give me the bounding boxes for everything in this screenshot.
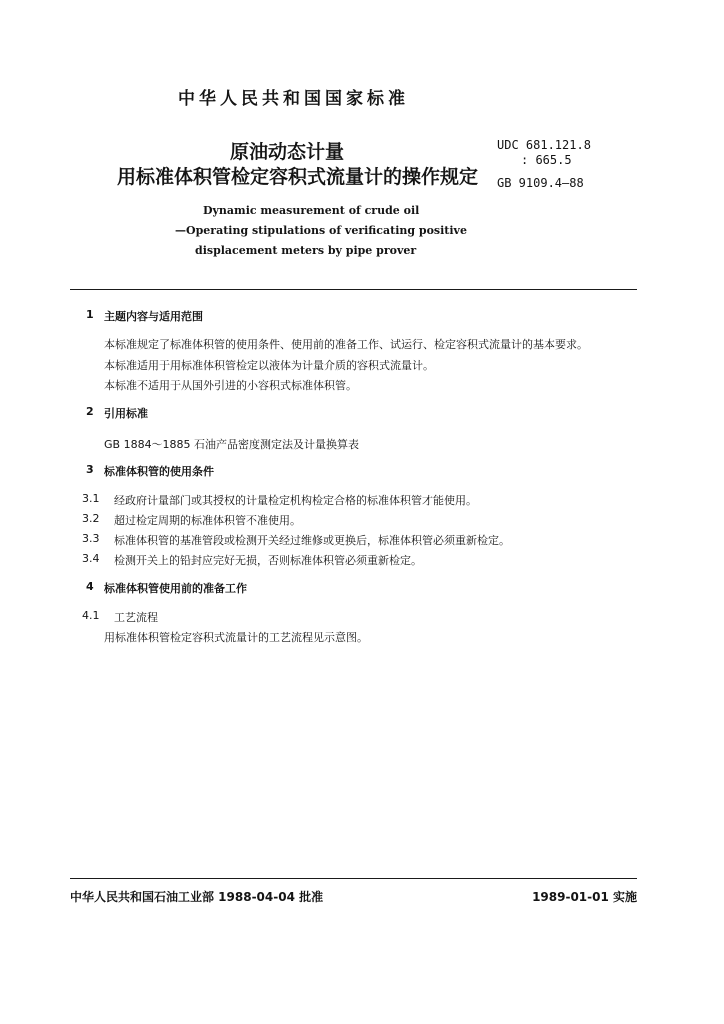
document-title-line1: 原油动态计量 bbox=[230, 141, 345, 163]
section-1-paragraph-1: 本标准规定了标准体积管的使用条件、使用前的准备工作、试运行、检定容积式流量计的基本要求。 bbox=[104, 338, 588, 351]
clause-3-2-number: 3.2 bbox=[82, 512, 100, 525]
english-title-line3: displacement meters by pipe prover bbox=[195, 244, 417, 257]
footer-divider bbox=[70, 878, 637, 879]
section-4-title: 标准体积管使用前的准备工作 bbox=[104, 582, 247, 595]
english-title-line2: —Operating stipulations of verificating positive bbox=[175, 224, 467, 237]
clause-4-1-title: 工艺流程 bbox=[114, 611, 158, 624]
clause-3-3-text: 标准体积管的基准管段或检测开关经过维修或更换后，标准体积管必须重新检定。 bbox=[114, 534, 510, 547]
section-2-number: 2 bbox=[86, 405, 94, 418]
effective-date: 1989-01-01 实施 bbox=[532, 890, 637, 904]
udc-code-continuation: : 665.5 bbox=[521, 153, 572, 167]
clause-3-1-number: 3.1 bbox=[82, 492, 100, 505]
english-title-line1: Dynamic measurement of crude oil bbox=[203, 204, 420, 217]
section-2-title: 引用标准 bbox=[104, 407, 148, 420]
document-title-line2: 用标准体积管检定容积式流量计的操作规定 bbox=[117, 166, 479, 188]
udc-code: UDC 681.121.8 bbox=[497, 138, 591, 152]
section-1-number: 1 bbox=[86, 308, 94, 321]
section-3-number: 3 bbox=[86, 463, 94, 476]
section-4-number: 4 bbox=[86, 580, 94, 593]
clause-3-2-text: 超过检定周期的标准体积管不准使用。 bbox=[114, 514, 301, 527]
gb-number: GB 9109.4—88 bbox=[497, 176, 584, 190]
clause-4-1-text: 用标准体积管检定容积式流量计的工艺流程见示意图。 bbox=[104, 631, 368, 644]
clause-3-4-number: 3.4 bbox=[82, 552, 100, 565]
section-1-paragraph-3: 本标准不适用于从国外引进的小容积式标准体积管。 bbox=[104, 379, 357, 392]
clause-3-1-text: 经政府计量部门或其授权的计量检定机构检定合格的标准体积管才能使用。 bbox=[114, 494, 477, 507]
clause-3-3-number: 3.3 bbox=[82, 532, 100, 545]
section-2-reference: GB 1884～1885 石油产品密度测定法及计量换算表 bbox=[104, 438, 360, 451]
clause-4-1-number: 4.1 bbox=[82, 609, 100, 622]
section-1-title: 主题内容与适用范围 bbox=[104, 310, 203, 323]
section-3-title: 标准体积管的使用条件 bbox=[104, 465, 214, 478]
section-1-paragraph-2: 本标准适用于用标准体积管检定以液体为计量介质的容积式流量计。 bbox=[104, 359, 434, 372]
approval-date: 中华人民共和国石油工业部 1988-04-04 批准 bbox=[70, 890, 324, 904]
national-standard-heading: 中华人民共和国国家标准 bbox=[178, 89, 409, 109]
clause-3-4-text: 检测开关上的铅封应完好无损，否则标准体积管必须重新检定。 bbox=[114, 554, 422, 567]
header-divider bbox=[70, 289, 637, 290]
